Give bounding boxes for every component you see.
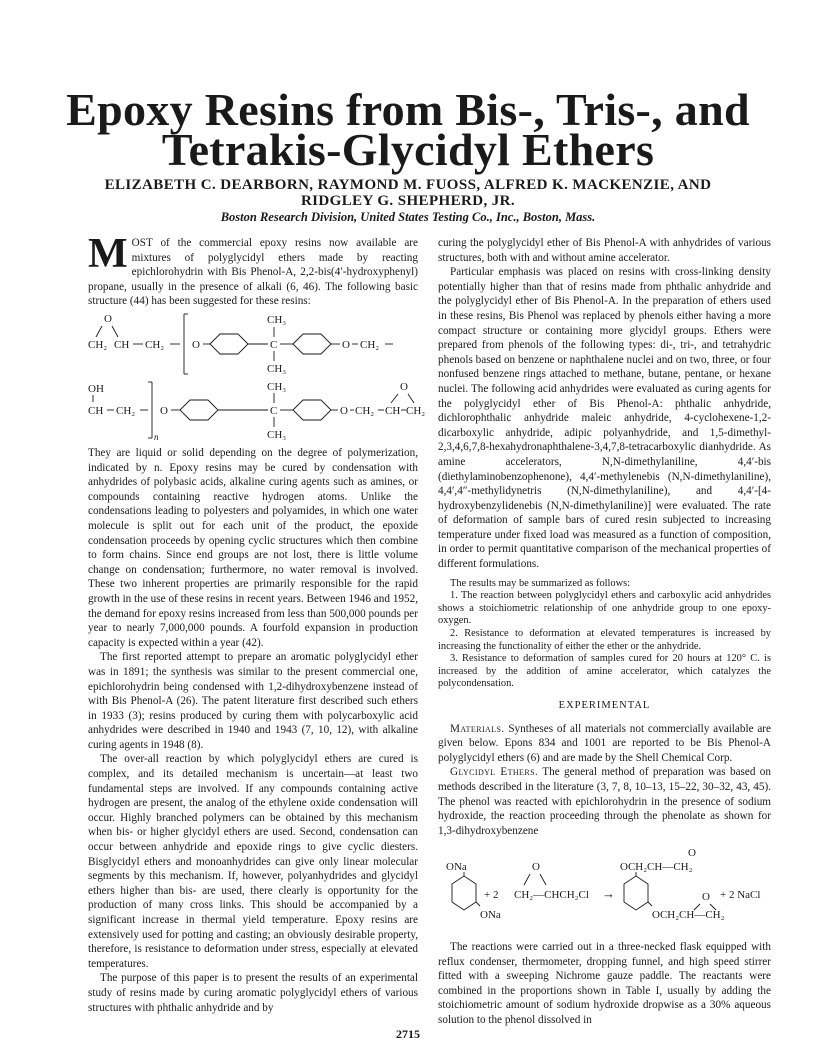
article-title-line-2: Tetrakis-Glycidyl Ethers xyxy=(161,124,655,175)
paragraph: The first reported attempt to prepare an aromatic polyglycidyl ether was in 1891; the synthesis was similar to the present commercial one, epichlorohydrin being condensed with 1,2-dihydroxybenzene instead of with Bis Phenol-A (26). The patent literature first described such ethers in 1933 (3); resins produced by curing them with polycarboxylic acid anhydrides were described in 1940 and 1943 (7, 10, 12), with alkaline curing agents in 1948 (8). xyxy=(88,651,418,751)
formula-o-b: O xyxy=(160,405,168,417)
glycidyl-lead: Glycidyl Ethers. xyxy=(450,766,539,779)
reaction-arrow: → xyxy=(602,886,615,901)
materials-text: Syntheses of all materials not commercially available are given below. Epons 834 and 1001 are reported to be Bis Phenol-A polyglycidyl ethers (6) and are made by the Shell Chemical Corp. xyxy=(438,722,771,764)
result-item: 1. The reaction between polyglycidyl ethers and carboxylic acid anhydrides shows a stoichiometric relationship of one anhydride group to one epoxy-oxygen. xyxy=(438,590,771,627)
affiliation: Boston Research Division, United States Testing Co., Inc., Boston, Mass. xyxy=(220,210,596,224)
formula-ch2-left: CH₂ xyxy=(88,339,108,351)
paragraph: curing the polyglycidyl ether of Bis Phenol-A with anhydrides of various structures, both with and without amine accelerator. xyxy=(438,237,771,264)
article-title-line-1: Epoxy Resins from Bis-, Tris-, and xyxy=(66,84,750,135)
reactant-ona-1: ONa xyxy=(446,861,467,873)
author-line-2: RIDGLEY G. SHEPHERD, JR. xyxy=(300,193,516,209)
product-o-2: O xyxy=(702,891,710,903)
right-column-final xyxy=(438,940,771,1028)
formula-ch2-b: CH₂ xyxy=(116,405,136,417)
formula-ch2-b2: CH₂ xyxy=(355,405,375,417)
materials-paragraph xyxy=(438,722,771,766)
page-number: 2715 xyxy=(396,1027,420,1041)
formula-o-top: O xyxy=(104,313,112,325)
formula-ch3-top: CH₃ xyxy=(267,314,287,326)
materials-lead: Materials. xyxy=(450,722,505,735)
formula-o: O xyxy=(192,339,200,351)
glycidyl-paragraph xyxy=(438,765,771,838)
results-list xyxy=(438,578,771,691)
right-column xyxy=(438,236,771,838)
paragraph: The reactions were carried out in a three-necked flask equipped with reflux condenser, thermometer, dropping funnel, and high speed stirrer fitted with a sweeping Nichrome gauze paddle. The reactants were combined in the proportions shown in Table I, usually by adding the stoichiometric amount of sodium hydroxide dropwise as a 30% aqueous solution to the phenol dissolved in xyxy=(438,941,771,1026)
drop-cap: M xyxy=(88,231,128,277)
paragraph: The purpose of this paper is to present the results of an experimental study of resins made by curing aromatic polyglycidyl ethers of various structures with phthalic anhydride and by xyxy=(88,972,418,1014)
reaction-scheme-formula xyxy=(440,847,772,932)
formula-o2: O xyxy=(342,339,350,351)
epichlorohydrin-o: O xyxy=(532,861,540,873)
epichlorohydrin: CH₂—CHCH₂Cl xyxy=(514,889,589,901)
results-intro: The results may be summarized as follows: xyxy=(450,577,631,589)
formula-ch3-b-bottom: CH₃ xyxy=(267,429,287,441)
reactant-ona-2: ONa xyxy=(480,909,501,921)
formula-o-b2: O xyxy=(340,405,348,417)
formula-c-b: C xyxy=(270,405,278,417)
formula-ch3-b-top: CH₃ xyxy=(267,381,287,393)
formula-ch2-b3: CH₂ xyxy=(406,405,426,417)
formula-ch-b2: CH xyxy=(385,405,401,417)
product-glycidyl-1: OCH₂CH—CH₂ xyxy=(620,861,693,873)
formula-ch3-bottom: CH₃ xyxy=(267,363,287,375)
result-item: 2. Resistance to deformation at elevated temperatures is increased by increasing the functionality of either the ether or the anhydride. xyxy=(438,628,771,652)
paragraph: The over-all reaction by which polyglycidyl ethers are cured is complex, and its detailed mechanism is uncertain—at least two fundamental steps are involved. If any compounds containing active hydrogen are present, the analog of the ethylene oxide condensation will occur. Highly branched polymers can be obtained by this mechanism when bis- or higher glycidyl ethers are used. Second, condensation can occur between anhydride and epoxide rings to give cyclic diesters. Bisglycidyl ethers and monoanhydrides can give only linear molecular segments by this mechanism. If, however, polyanhydrides and glycidyl ethers higher than bis- are used, there clearly is opportunity for the production of many cross links. This should be accompanied by a significant increase in thermal yield temperature. Epoxy resins are extensively used for potting and casting; an obviously desirable property, therefore, is resistance to deformation under stress, especially at elevated temperatures. xyxy=(88,753,418,970)
formula-ch-b: CH xyxy=(88,405,104,417)
product-glycidyl-2: OCH₂CH—CH₂ xyxy=(652,909,725,921)
glycidyl-text: The general method of preparation was based on methods described in the literature (3, 7, 8, 10–13, 15–22, 30–32, 43, 45). The phenol was reacted with epichlorohydrin in the presence of sodium hydroxide, the reaction proceeding through the phenolate as shown for 1,3-dihydroxybenzene xyxy=(438,766,771,837)
reaction-plus: + 2 xyxy=(484,889,499,901)
byproduct-nacl: + 2 NaCl xyxy=(720,889,761,901)
intro-paragraph xyxy=(88,231,418,309)
product-o-1: O xyxy=(688,847,696,859)
formula-c: C xyxy=(270,339,278,351)
formula-o-epox: O xyxy=(400,381,408,393)
epoxy-structure-formula xyxy=(88,310,426,442)
formula-ch2-end: CH₂ xyxy=(360,339,380,351)
formula-ch2: CH₂ xyxy=(145,339,165,351)
left-column xyxy=(88,446,418,1015)
section-heading-experimental: EXPERIMENTAL xyxy=(558,700,651,711)
formula-oh: OH xyxy=(88,383,104,395)
paragraph: Particular emphasis was placed on resins with cross-linking density potentially higher than that of resins made from phthalic anhydride and the polyglycidyl ether of Bis Phenol-A. In the preparation of ethers used in these resins, Bis Phenol was replaced by phenols either having a more compact structure or containing more glycidyl groups. Ethers were prepared from phenols of the following types: di-, tri-, and tetrahydric phenols based on benzene or naphthalene nuclei and on two, three, or four nonfused benzene rings attached to methane, butane, pentane, or hexane nuclei. The following acid anhydrides were evaluated as curing agents for the polyglycidyl ether of Bis Phenol-A: phthalic anhydride, dichlorophthalic anhydride maleic anhydride, 4-cyclohexene-1,2-dicarboxylic anhydride, adipic polyanhydride, and 1,5-dimethyl-2,3,4,6,7,8-hexahydronaphthalene-3,4,7,8-tetracarboxylic dianhydride. As amine accelerators, N,N-dimethylaniline, 4,4′-bis (diethylaminobenzophenone), 4,4′-methylenebis (N,N-dimethylaniline), 4,4′,4″-methylidynetris (N,N-dimethylaniline), and 4,4′-[4-hydroxybenzylidenebis (N,N-dimethylaniline)] were evaluated. The rate of deformation of sample bars of cured resin subjected to increasing temperature under fixed load was measured as a function of composition, in order to permit quantitative comparison of the mechanical properties of different formulations. xyxy=(438,266,771,571)
result-item: 3. Resistance to deformation of samples cured for 20 hours at 120° C. is increased by the addition of amine accelerator, which catalyzes the polycondensation. xyxy=(438,653,771,690)
author-line-1: ELIZABETH C. DEARBORN, RAYMOND M. FUOSS, ALFRED K. MACKENZIE, AND xyxy=(104,177,712,193)
formula-ch: CH xyxy=(114,339,130,351)
paragraph: They are liquid or solid depending on the degree of polymerization, indicated by n. Epoxy resins may be cured by condensation with anhydrides of polybasic acids, alkaline curing agents such as amines, or compounds containing reactive hydrogen atoms. Unlike the condensations leading to polyesters and polyamides, in which one water molecule is split out for each unit of the product, the epoxide condensation proceeds by opening cyclic structures which then combine to form chains. Since end groups are not lost, there is little volume change on condensation; furthermore, no water removal is involved. These two inherent properties are primarily responsible for the rapid growth in the use of these resins in recent years. Between 1946 and 1952, the demand for epoxy resins increased from less than 500,000 pounds per year to nearly 7,000,000 pounds. A fourfold expansion in production capacity is expected within a year (42). xyxy=(88,447,418,649)
formula-n: n xyxy=(154,432,159,442)
intro-text: OST of the commercial epoxy resins now available are mixtures of polyglycidyl ethers made by reacting epichlorohydrin with Bis Phenol-A, 2,2-bis(4′-hydroxyphenyl) propane, usually in the presence of alkali (6, 46). The following basic structure (44) has been suggested for these resins: xyxy=(88,237,418,308)
